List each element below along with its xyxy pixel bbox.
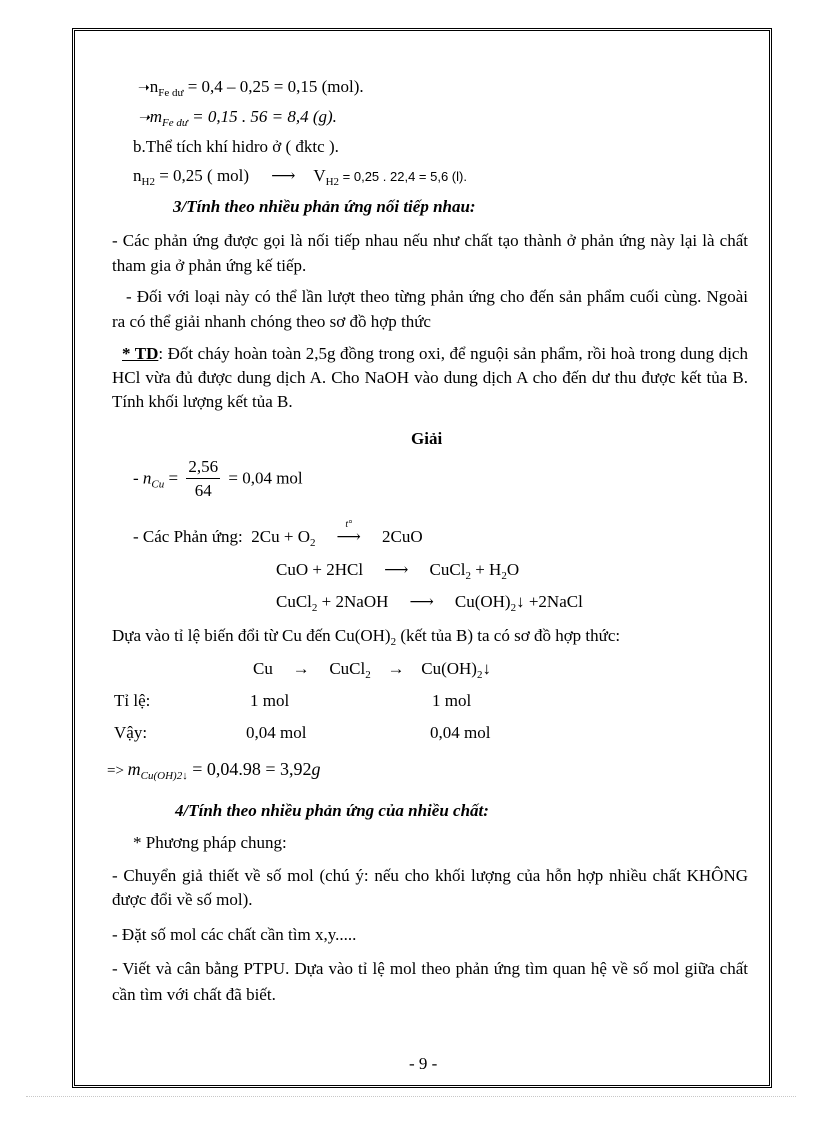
section3-paragraph-2: - Đối với loại này có thể lần lượt theo từng phản ứng cho đến sản phẩm cuối cùng. Ngoài ra có thể giải nhanh chóng theo sơ đồ hợp thức — [112, 287, 748, 331]
line-n-h2: $n_{H2} = 0,25$ ( mol) ⟶ $V_{H2} = 0,25$ . 22,4 = 5,6 (l). — [133, 166, 467, 188]
reaction-1: - Các Phản ứng: $2Cu + O_2$ t° ⟶ 2CuO — [133, 519, 423, 549]
so-cuoh2: 0,04 mol — [430, 723, 491, 742]
line-m-fe-du: $➝m_{Fe dư} = 0,15$ . 56 = 8,4 (g). — [138, 107, 337, 129]
reaction-arrow-icon: t° ⟶ — [336, 519, 361, 546]
ratio-cuoh2: 1 mol — [432, 691, 472, 710]
arrow-right-icon: ➝ — [138, 111, 150, 126]
reaction-arrow-icon: ⟶ — [384, 560, 409, 579]
solution-title: Giải — [411, 429, 443, 448]
calc-n-cu: - $n_{Cu}$ = $\frac{2,56}{64}$ = 0,04 mol — [133, 456, 303, 503]
final-result: => $m_{Cu(OH)2↓} = 0,04.98 = 3,92g$ — [107, 759, 321, 782]
reaction-3: CuCl$_2$ + 2NaOH ⟶ $Cu(OH)_2↓$ +2NaCl — [276, 592, 583, 614]
example-text: : Đốt cháy hoàn toàn 2,5g đồng trong oxi, để nguội sản phẩm, rồi hoà trong dung dịch HCl vừa đủ được dung dịch A. Cho NaOH vào dung dịch A cho đến dư thu được kết tủa B. Tính khối lượng kết tủa B. — [112, 344, 748, 411]
ratio-cu: 1 mol — [250, 691, 290, 710]
page-number: - 9 - — [409, 1054, 438, 1073]
section3-heading: 3/Tính theo nhiều phản ứng nối tiếp nhau: — [173, 197, 476, 216]
footer-dotted-rule — [26, 1096, 796, 1097]
arrow-right-icon: → — [292, 659, 310, 678]
section3-paragraph-1: - Các phản ứng được gọi là nối tiếp nhau nếu như chất tạo thành ở phản ứng này lại là chất tham gia ở phản ứng kế tiếp. — [112, 231, 748, 275]
scheme-row: Cu → CuCl$_2$ → $Cu(OH)_2↓$ — [253, 659, 491, 681]
method-label: * Phương pháp chung: — [133, 833, 287, 852]
scheme-intro: Dựa vào tỉ lệ biến đổi từ Cu đến $Cu(OH)_2$ (kết tủa B) ta có sơ đồ hợp thức: — [112, 626, 621, 648]
example-paragraph — [112, 342, 748, 414]
step-3: - Viết và cân bằng PTPU. Dựa vào tỉ lệ mol theo phản ứng tìm quan hệ về số mol giữa chất cần tìm với chất đã biết. — [112, 959, 748, 1004]
section4-heading: 4/Tính theo nhiều phản ứng của nhiều chất: — [175, 801, 489, 820]
example-label: * TD — [122, 344, 159, 363]
so-cu: 0,04 mol — [246, 723, 307, 742]
arrow-right-icon: ➝ — [138, 81, 150, 96]
so-label: Vậy: — [114, 723, 148, 742]
ratio-label: Tỉ lệ: — [114, 691, 151, 710]
reaction-2: CuO + 2HCl ⟶ CuCl$_2$ + $H_2O$ — [276, 560, 520, 582]
reaction-arrow-icon: ⟶ — [409, 592, 434, 611]
line-n-fe-du: $➝n_{Fe dư} = 0,4 - 0,25 = 0,15$ (mol). — [138, 77, 364, 99]
fraction: $\frac{2,56}{64}$ — [188, 457, 219, 500]
line-b-heading: b.Thể tích khí hidro ở ( đktc ). — [133, 137, 339, 156]
step-1: - Chuyển giả thiết về số mol (chú ý: nếu cho khối lượng của hỗn hợp nhiều chất KHÔNG được đổi về số mol). — [112, 866, 748, 909]
arrow-right-icon: → — [387, 659, 405, 678]
long-arrow-icon: ⟶ — [271, 166, 296, 185]
step-2: - Đặt số mol các chất cần tìm x,y..... — [112, 925, 357, 944]
